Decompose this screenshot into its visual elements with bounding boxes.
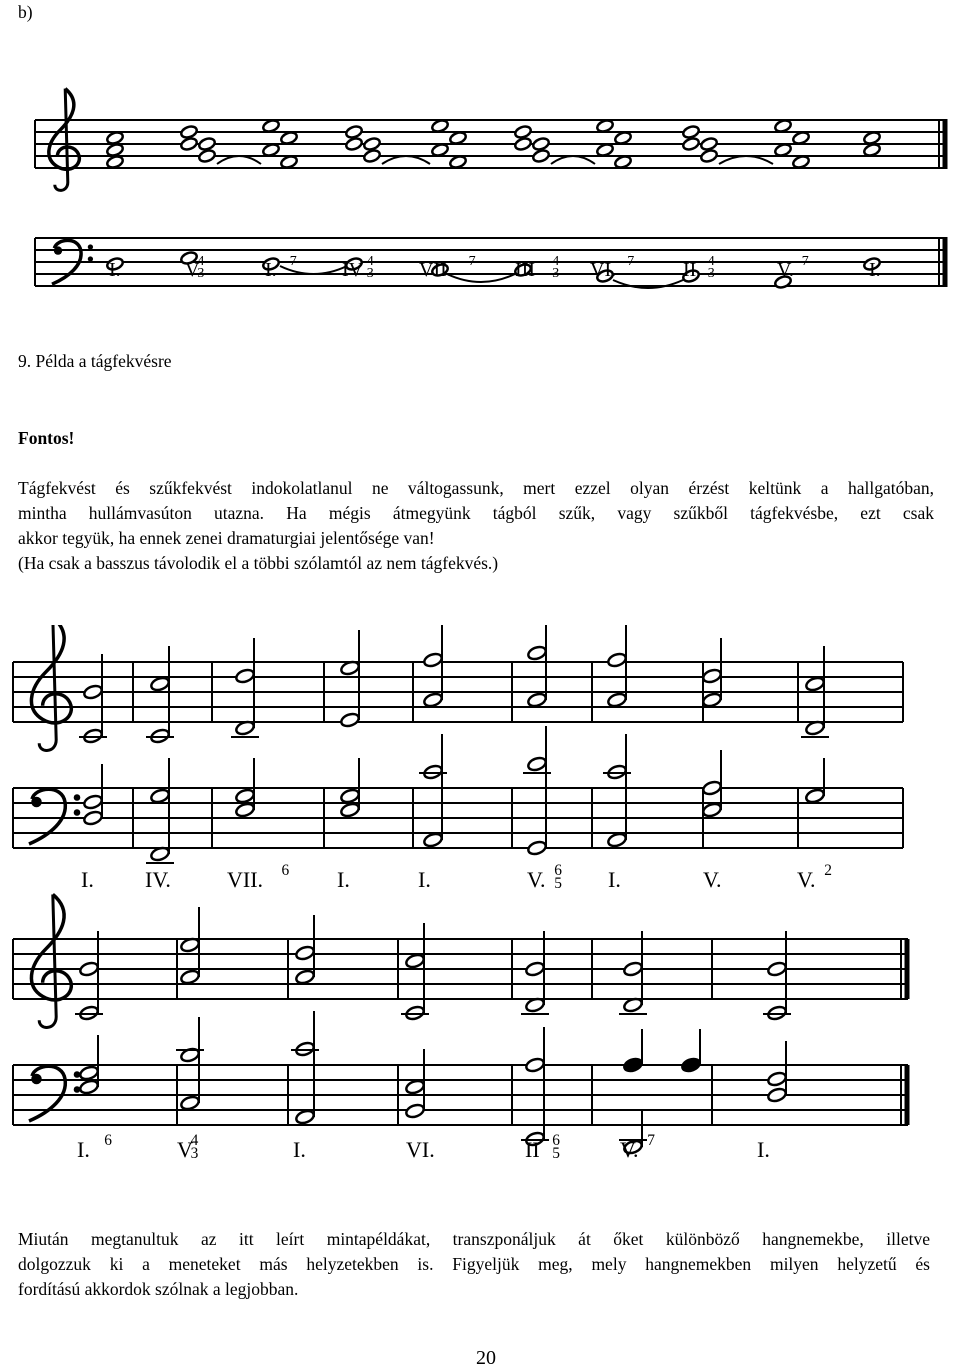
notehead bbox=[532, 149, 550, 164]
figured-bass-upper: 6 bbox=[104, 1131, 112, 1149]
figured-bass-lower: 3 bbox=[366, 266, 374, 281]
paragraph-line: akkor tegyük, ha ennek zenei dramaturgiai jelentősége van! bbox=[18, 528, 435, 548]
notehead bbox=[180, 137, 198, 152]
paragraph-closing bbox=[18, 1227, 930, 1302]
roman-numeral-label: VII. bbox=[227, 867, 264, 892]
figured-bass-upper: 7 bbox=[647, 1131, 655, 1149]
figured-bass-upper: 4 bbox=[366, 254, 374, 269]
notehead bbox=[514, 125, 532, 140]
roman-numeral-label: V. bbox=[777, 259, 794, 281]
bass-clef-dot bbox=[54, 246, 62, 254]
example-label: b) bbox=[18, 2, 33, 22]
notehead bbox=[700, 149, 718, 164]
tie bbox=[551, 156, 595, 164]
figured-bass-upper: 2 bbox=[824, 861, 832, 879]
paragraph-line: (Ha csak a basszus távolodik el a többi szólamtól az nem tágfekvés.) bbox=[18, 553, 499, 573]
roman-numeral-label: V bbox=[177, 1137, 193, 1162]
notehead bbox=[532, 137, 550, 152]
treble-clef-stem bbox=[55, 89, 68, 191]
tie bbox=[719, 156, 773, 164]
notehead bbox=[180, 125, 198, 140]
roman-numeral-label: V. bbox=[797, 867, 816, 892]
bass-clef-dot bbox=[31, 1074, 42, 1085]
figured-bass-lower: 3 bbox=[190, 1145, 199, 1162]
notehead bbox=[682, 125, 700, 140]
roman-numeral-label: IV. bbox=[145, 867, 171, 892]
roman-numeral-label: II bbox=[683, 259, 697, 281]
paragraph-warning bbox=[18, 476, 934, 576]
notehead bbox=[514, 137, 532, 152]
tie bbox=[447, 274, 515, 282]
musical-score-example-b bbox=[17, 45, 960, 297]
paragraph-line: dolgozzuk ki a meneteket más helyzetekben is. Figyeljük meg, mely hangnemekben milyen helyzetű és bbox=[18, 1254, 930, 1274]
bass-clef-dot bbox=[88, 244, 93, 249]
tie bbox=[382, 156, 430, 164]
roman-numeral-label: II bbox=[525, 1137, 540, 1162]
roman-numeral-label: I. bbox=[337, 867, 350, 892]
notehead bbox=[345, 137, 363, 152]
notehead bbox=[700, 137, 718, 152]
roman-numeral-label: I. bbox=[265, 259, 277, 281]
figured-bass-lower: 3 bbox=[552, 266, 560, 281]
roman-numeral-label: I. bbox=[869, 259, 881, 281]
figured-bass-lower: 3 bbox=[197, 266, 205, 281]
treble-clef-icon bbox=[49, 89, 80, 191]
figured-bass-upper: 6 bbox=[552, 1131, 560, 1149]
roman-numeral-label: I. bbox=[418, 867, 431, 892]
figured-bass-upper: 7 bbox=[627, 254, 635, 269]
paragraph-line: Miután megtanultuk az itt leírt mintapéldákat, transzponáljuk át őket különböző hangnemekbe, illetve bbox=[18, 1229, 930, 1249]
figured-bass-lower: 3 bbox=[707, 266, 715, 281]
roman-numeral-label: V. bbox=[527, 867, 546, 892]
bass-clef-dot bbox=[74, 794, 81, 801]
roman-numeral-label: I. bbox=[77, 1137, 90, 1162]
figured-bass-upper: 4 bbox=[197, 254, 205, 269]
roman-numeral-label: VI. bbox=[590, 259, 617, 281]
figured-bass-lower: 5 bbox=[554, 875, 562, 892]
roman-numeral-label: III bbox=[515, 259, 535, 281]
roman-numeral-label: VI. bbox=[406, 1137, 435, 1162]
figured-bass-upper: 7 bbox=[801, 254, 809, 269]
figured-bass-upper: 6 bbox=[554, 861, 562, 879]
figured-bass-upper: 6 bbox=[281, 861, 290, 879]
roman-numeral-label: V. bbox=[620, 1137, 639, 1162]
notehead bbox=[363, 149, 381, 164]
page-number: 20 bbox=[476, 1347, 496, 1369]
figured-bass-upper: 7 bbox=[289, 254, 297, 269]
bass-clef-dot bbox=[74, 809, 81, 816]
paragraph-line: Tágfekvést és szűkfekvést indokolatlanul ne váltogassunk, mert ezzel olyan érzést keltünk a hallgatóban, bbox=[18, 478, 934, 498]
notehead bbox=[198, 137, 216, 152]
notehead bbox=[363, 137, 381, 152]
figured-bass-upper: 7 bbox=[468, 254, 476, 269]
notehead bbox=[682, 137, 700, 152]
bass-clef-dot bbox=[31, 797, 42, 808]
paragraph-line: fordítású akkordok szólnak a legjobban. bbox=[18, 1279, 299, 1299]
tie bbox=[217, 156, 261, 164]
figured-bass-lower: 5 bbox=[552, 1145, 560, 1162]
figured-bass-upper: 4 bbox=[552, 254, 560, 269]
notehead bbox=[345, 125, 363, 140]
roman-numeral-label: IV bbox=[342, 259, 364, 281]
musical-score-example-9 bbox=[5, 625, 916, 1173]
roman-numeral-label: I. bbox=[757, 1137, 770, 1162]
figured-bass-upper: 4 bbox=[707, 254, 715, 269]
paragraph-line: mintha hullámvasúton utazna. Ha mégis átmegyünk tágból szűk, vagy szűkből tágfekvésbe, ezt csak bbox=[18, 503, 934, 523]
roman-numeral-label: V bbox=[185, 259, 200, 281]
notehead bbox=[198, 149, 216, 164]
roman-numeral-label: I. bbox=[293, 1137, 306, 1162]
section-heading: Fontos! bbox=[18, 428, 75, 448]
roman-numeral-label: I. bbox=[81, 867, 94, 892]
bass-clef-dot bbox=[88, 256, 93, 261]
figured-bass-upper: 4 bbox=[190, 1131, 199, 1149]
roman-numeral-label: V. bbox=[703, 867, 722, 892]
roman-numeral-label: I. bbox=[608, 867, 621, 892]
figure-caption: 9. Példa a tágfekvésre bbox=[18, 351, 172, 371]
roman-numeral-label: VII. bbox=[419, 259, 452, 281]
roman-numeral-label: I. bbox=[109, 259, 121, 281]
